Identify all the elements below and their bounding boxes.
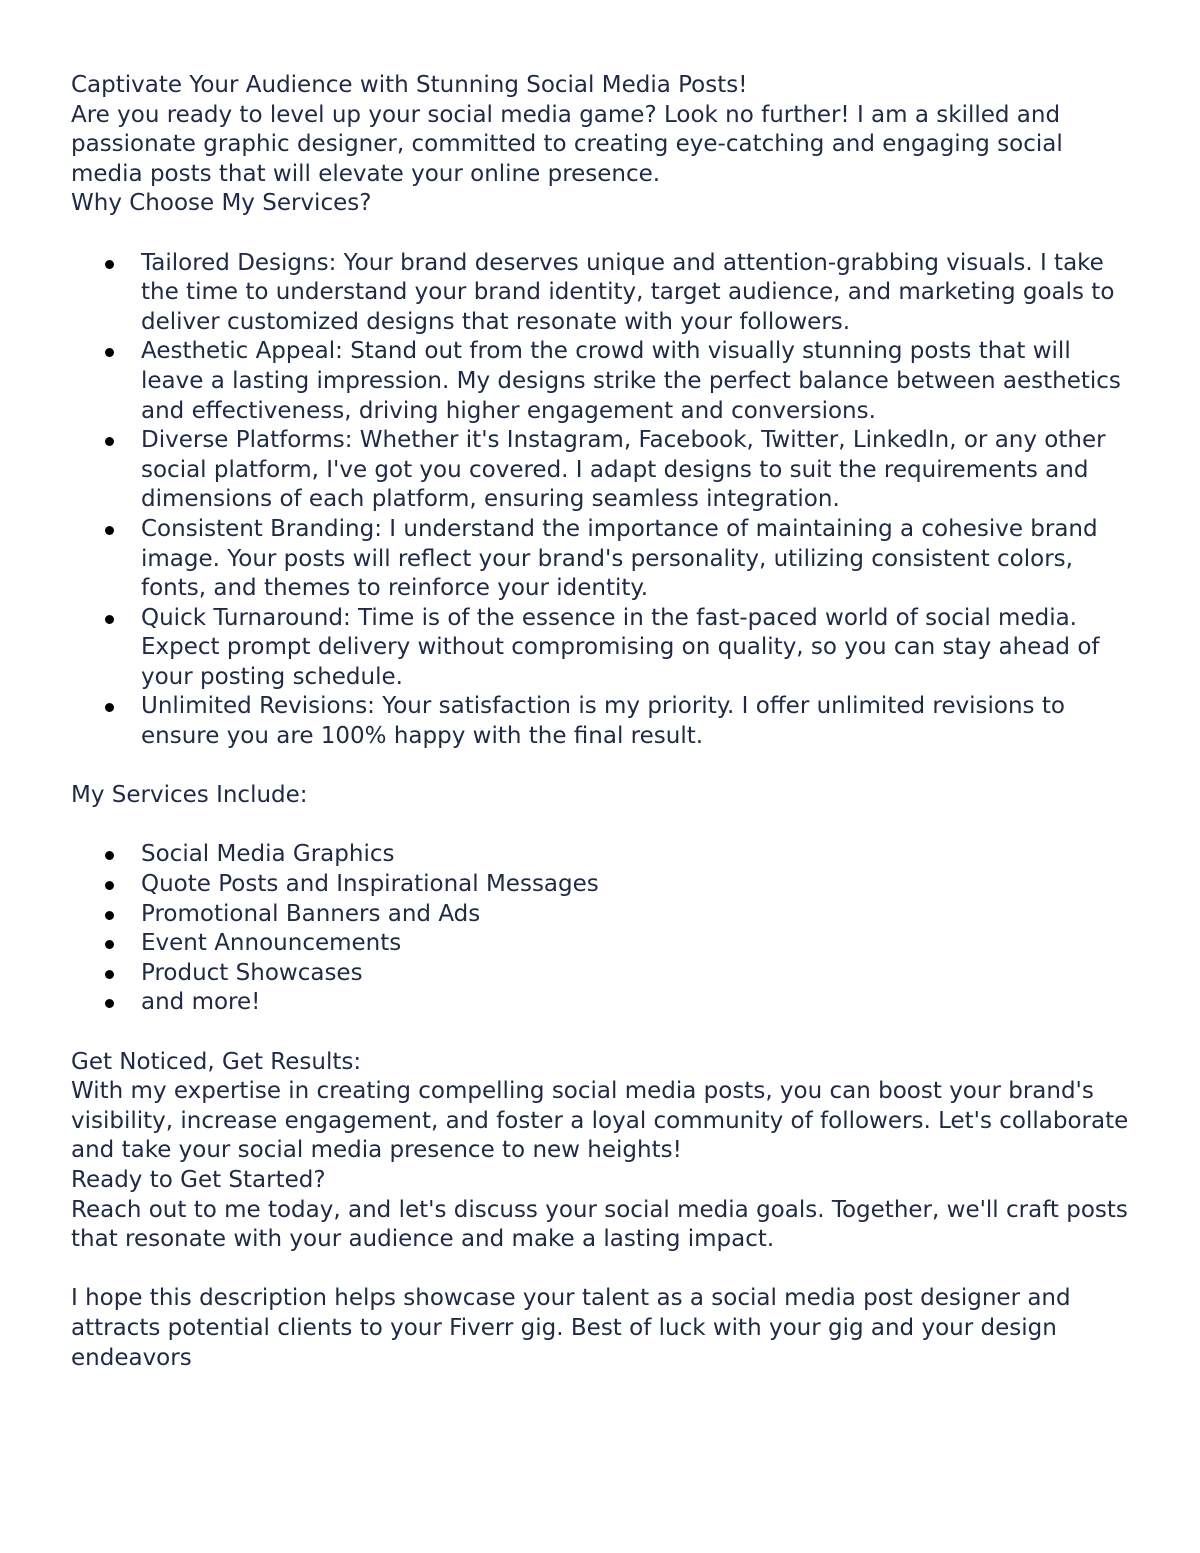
- start-heading: Ready to Get Started?: [71, 1166, 326, 1193]
- spacer: [71, 219, 1140, 249]
- list-item: Diverse Platforms: Whether it's Instagram, Facebook, Twitter, LinkedIn, or any other social platform, I've got you covered. I adapt designs to suit the requirements and dimensions of each platform, ensuring seamless integration.: [141, 426, 1140, 515]
- why-heading: Why Choose My Services?: [71, 190, 372, 217]
- spacer: [71, 811, 1140, 841]
- spacer: [71, 1255, 1140, 1285]
- intro-paragraph: Are you ready to level up your social media game? Look no further! I am a skilled and passionate graphic designer, committed to creating eye-catching and engaging social media posts that will elevate your online presence.: [71, 101, 1063, 187]
- document-title: Captivate Your Audience with Stunning Social Media Posts!: [71, 72, 748, 98]
- spacer: [71, 752, 1140, 782]
- list-item: Quote Posts and Inspirational Messages: [141, 870, 1140, 900]
- results-heading: Get Noticed, Get Results:: [71, 1048, 362, 1075]
- list-item: Aesthetic Appeal: Stand out from the crowd with visually stunning posts that will leave a lasting impression. My designs strike the perfect balance between aesthetics and effectiveness, driving higher engagement and conversions.: [141, 337, 1140, 426]
- list-item: and more!: [141, 988, 1140, 1018]
- list-item: Consistent Branding: I understand the importance of maintaining a cohesive brand image. Your posts will reflect your brand's personality, utilizing consistent colors, fonts, and themes to reinforce your identity.: [141, 515, 1140, 604]
- results-paragraph: With my expertise in creating compelling social media posts, you can boost your brand's visibility, increase engagement, and foster a loyal community of followers. Let's collaborate and take your social media presence to new heights!: [71, 1078, 1129, 1164]
- list-item: Product Showcases: [141, 959, 1140, 989]
- list-item: Tailored Designs: Your brand deserves unique and attention-grabbing visuals. I take the time to understand your brand identity, target audience, and marketing goals to deliver customized designs that resonate with your followers.: [141, 249, 1140, 338]
- spacer: [71, 1018, 1140, 1048]
- list-item: Event Announcements: [141, 929, 1140, 959]
- services-list: [71, 840, 1140, 1018]
- list-item: Quick Turnaround: Time is of the essence in the fast-paced world of social media. Expect prompt delivery without compromising on quality, so you can stay ahead of your posting schedule.: [141, 604, 1140, 693]
- services-heading: My Services Include:: [71, 782, 308, 809]
- closing-paragraph: I hope this description helps showcase your talent as a social media post designer and attracts potential clients to your Fiverr gig. Best of luck with your gig and your design endeavors: [71, 1285, 1071, 1371]
- list-item: Unlimited Revisions: Your satisfaction is my priority. I offer unlimited revisions to ensure you are 100% happy with the final result.: [141, 692, 1140, 751]
- list-item: Promotional Banners and Ads: [141, 900, 1140, 930]
- start-paragraph: Reach out to me today, and let's discuss your social media goals. Together, we'll craft posts that resonate with your audience and make a lasting impact.: [71, 1196, 1128, 1253]
- list-item: Social Media Graphics: [141, 840, 1140, 870]
- why-list: [71, 249, 1140, 752]
